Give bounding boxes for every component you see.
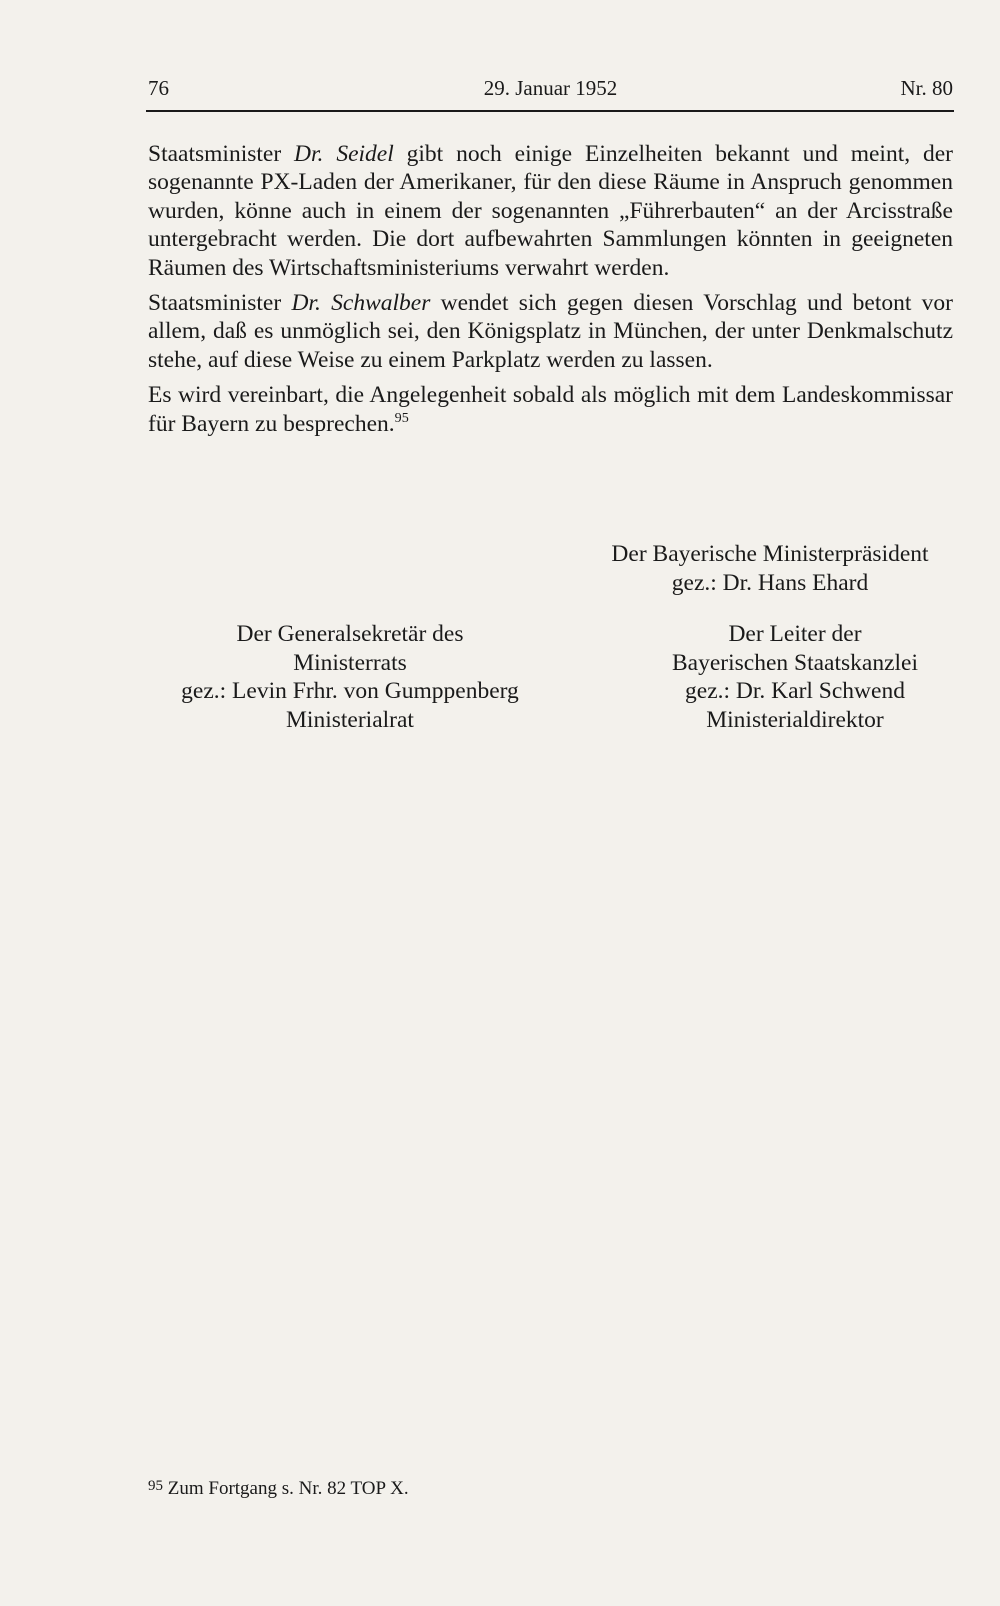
signature-secretary [140,620,560,734]
signature-office: Der Generalsekretär des [236,621,464,647]
body-text [148,140,953,438]
speaker-name: Schwalber [331,290,431,317]
paragraph-lead: Staatsminister [148,141,295,167]
paragraph-body: Es wird vereinbart, die Angelegenheit sobald als möglich mit dem Landeskommissar für Bayern zu besprechen. [148,382,953,437]
paragraph-resolution [148,381,953,438]
signature-rank: Ministerialrat [286,706,414,733]
paragraph-body: gibt noch einige Einzelheiten bekannt und meint, der sogenannte PX-Laden der Amerikaner, für den diese Räume in Anspruch genommen wurden, könne auch in einem der sogenannten „Führerbauten“ an der Arcisstraße untergebracht werden. Die dort aufbewahrten Sammlungen könnten in geeigneten Räumen des Wirtschaftsministeriums verwahrt werden. [148,141,954,281]
footnote-reference[interactable]: 95 [394,409,409,426]
signature-signed: gez.: Dr. Hans Ehard [671,569,869,596]
document-number: Nr. 80 [900,76,953,100]
signature-signed: gez.: Levin Frhr. von Gumppenberg [181,678,519,704]
header-date: 29. Januar 1952 [483,76,618,100]
speaker-name: Seidel [336,141,394,167]
paragraph-schwalber [148,289,953,374]
signature-signed: gez.: Dr. Karl Schwend [685,678,905,704]
paragraph-seidel [148,140,953,282]
footnote-number: 95 [148,1478,163,1494]
footnote-95 [148,1478,409,1500]
speaker-title: Dr. [294,141,337,167]
signature-office: Der Leiter der [728,621,862,647]
page-number: 76 [148,76,169,100]
header-rule [146,110,954,112]
speaker-title: Dr. [291,290,332,317]
signature-rank: Ministerialdirektor [706,706,884,733]
signature-president [560,540,980,597]
signature-office: Der Bayerische Ministerpräsident [611,541,929,567]
paragraph-body: wendet sich gegen diesen Vorschlag und betont vor allem, daß es unmöglich sei, den Königsplatz in München, der unter Denkmalschutz stehe, auf diese Weise zu einem Parkplatz werden zu lassen. [148,290,954,373]
signature-chancellery [590,620,1000,734]
footnote-text: Zum Fortgang s. Nr. 82 TOP X. [167,1478,409,1499]
signature-office-cont: Bayerischen Staatskanzlei [671,649,918,676]
paragraph-lead: Staatsminister [148,290,292,317]
running-header [148,76,953,106]
signature-office-cont: Ministerrats [293,649,407,676]
